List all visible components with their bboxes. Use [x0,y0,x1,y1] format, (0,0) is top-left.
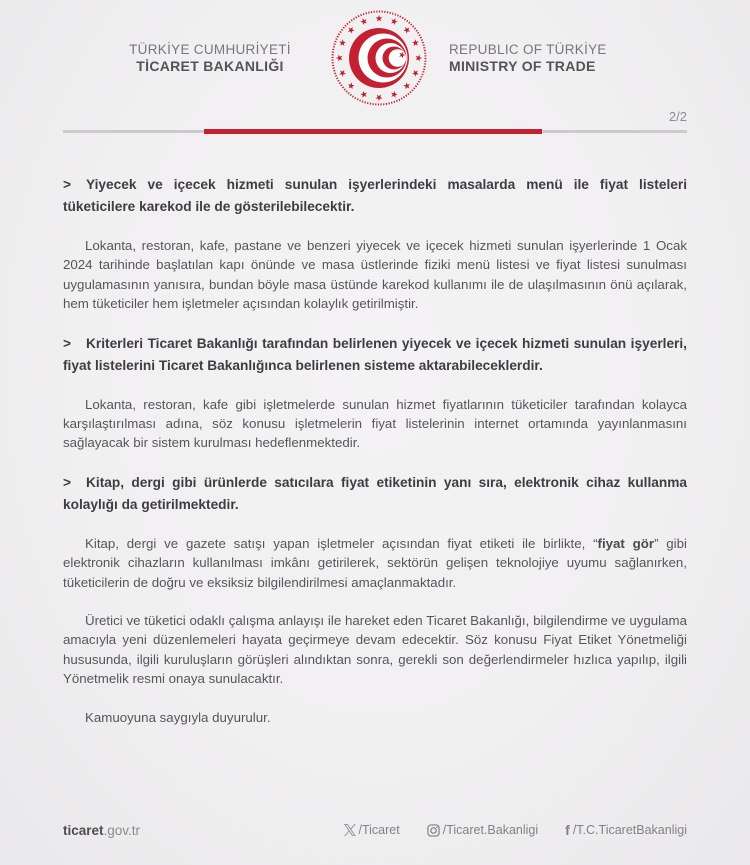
x-handle: /Ticaret [358,823,400,837]
website-link[interactable] [63,823,140,838]
social-links [344,823,687,837]
document-body [63,174,687,746]
header-row [63,8,687,108]
website-bold-part: ticaret [63,822,104,838]
paragraph-text-after: ” gibi elektronik cihazların kullanılması imkânı getirilerek, sektörün gelişen teknolojiye uyumu sağlanırken, tüketicilerin de doğru ve eksiksiz bilgilendirilmesi amaçlanmaktadır. [63,535,687,590]
public-announcement-line: Kamuoyuna saygıyla duyurulur. [85,709,271,725]
facebook-link[interactable] [565,823,687,837]
page-indicator: 2/2 [668,109,687,124]
org-title-english [429,41,687,75]
org-en-line2: MINISTRY OF TRADE [449,58,596,74]
section-2-paragraph: Lokanta, restoran, kafe gibi işletmelerde sunulan hizmet fiyatlarının tüketiciler tarafından kolayca karşılaştırılması adına, söz konusu işletmelerin fiyat listelerinin internet ortamında yayınlanmasını sağlayacak bir sistem kurulması hedeflenmektedir. [63,396,687,451]
section-1-heading [63,174,687,218]
ministry-of-trade-emblem-icon [329,8,429,108]
heading-bullet: > [63,474,71,490]
section-3-heading-text: Kitap, dergi gibi ürünlerde satıcılara fiyat etiketinin yanı sıra, elektronik cihaz kullanma kolaylığı da getirilmektedir. [63,474,687,512]
section-2-heading-text: Kriterleri Ticaret Bakanlığı tarafından belirlenen yiyecek ve içecek hizmeti sunulan işyerleri, fiyat listelerini Ticaret Bakanlığınca belirlenen sisteme aktarabileceklerdir. [63,335,687,373]
section-1-paragraph: Lokanta, restoran, kafe, pastane ve benzeri yiyecek ve içecek hizmeti sunulan işyerlerinde 1 Ocak 2024 tarihinde başlatılan kapı önünde ve masa üstlerinde fiziki menü listesi ve fiyat listesi sunulması uygulamasının yanısıra, bundan böyle masa üstünde karekod kullanımı ile de ulaşılmasının önü açılarak, hem tüketiciler hem işletmeler açısından kolaylık getirilmiştir. [63,238,687,312]
section-1-heading-text: Yiyecek ve içecek hizmeti sunulan işyerlerindeki masalarda menü ile fiyat listeleri tüketicilere karekod ile de gösterilebilecektir. [63,177,687,214]
instagram-link[interactable] [427,823,538,837]
section-3-heading [63,472,687,516]
org-title-turkish [63,41,329,75]
org-tr-line2: TİCARET BAKANLIĞI [136,58,284,74]
org-tr-line1: TÜRKİYE CUMHURİYETİ [129,42,291,57]
org-en-line1: REPUBLIC OF TÜRKİYE [449,42,607,57]
section-3-paragraph [63,534,687,592]
x-twitter-link[interactable] [344,823,400,837]
page-footer [0,819,750,865]
heading-bullet: > [63,335,71,351]
header-divider [63,130,687,133]
section-2-heading [63,333,687,377]
facebook-handle: /T.C.TicaretBakanligi [572,823,687,837]
facebook-icon: f [565,822,570,838]
page-header [63,8,687,133]
closing-paragraph: Üretici ve tüketici odaklı çalışma anlayışı ile hareket eden Ticaret Bakanlığı, bilgilendirme ve uygulama amacıyla yeni düzenlemeleri hayata geçirmeye devam edecektir. Söz konusu Fiyat Etiket Yönetmeliği hususunda, ilgili kuruluşların görüşleri alındıktan sonra, gerekli son değerlendirmeler hızlıca yapılıp, ilgili Yönetmelik resmi onaya sunulacaktır. [63,613,687,687]
paragraph-bold-term: fiyat gör [597,535,655,551]
paragraph-text-before: Kitap, dergi ve gazete satışı yapan işletmeler açısından fiyat etiketi ile birlikte, “ [85,535,598,551]
instagram-icon [427,824,440,837]
x-icon [344,824,356,836]
instagram-handle: /Ticaret.Bakanligi [442,823,539,837]
website-rest-part: .gov.tr [103,822,141,838]
divider-red-segment [204,129,542,134]
heading-bullet: > [63,177,71,192]
